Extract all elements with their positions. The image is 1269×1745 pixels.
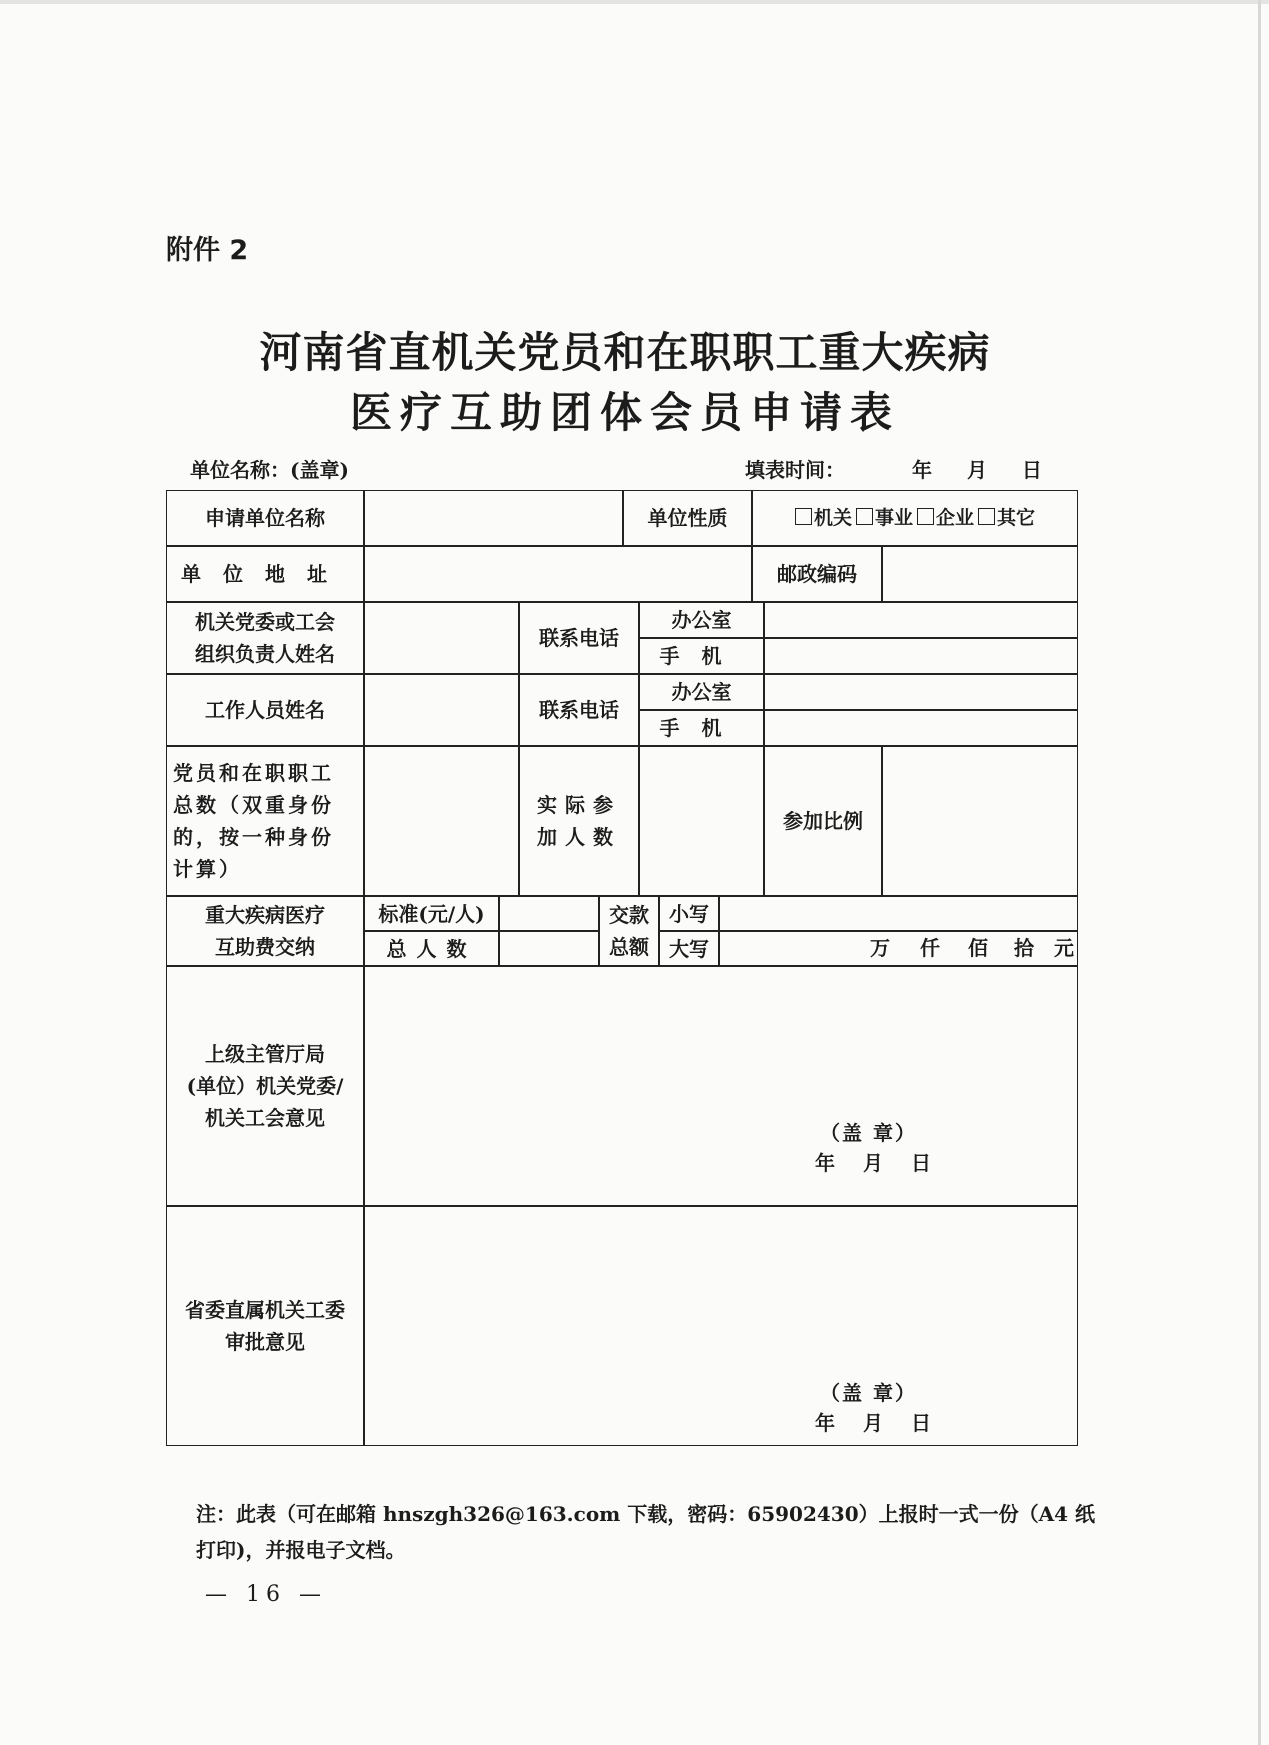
fill-time-label xyxy=(745,454,1042,483)
footnote: 注：此表（可在邮箱 hnszgh326@163.com 下载，密码：65902430）上报时一式一份（A4 纸打印)，并报电子文档。 xyxy=(196,1502,1096,1562)
fill-month: 月 xyxy=(966,458,987,482)
leader-mobile-field[interactable] xyxy=(764,638,1078,674)
application-form xyxy=(166,490,1078,1506)
total-members-label: 党员和在职职工 总数（双重身份 的，按一种身份 计算） xyxy=(166,746,364,896)
staff-phone-label: 联系电话 xyxy=(519,674,639,746)
nature-option-other[interactable]: 其它 xyxy=(978,502,1035,534)
unit-wan: 万 xyxy=(870,936,890,960)
uppercase-label: 大写 xyxy=(659,931,719,966)
page-number: — 16 — xyxy=(205,1582,327,1607)
actual-participants-field[interactable] xyxy=(639,746,764,896)
unit-shi: 拾 xyxy=(1014,936,1034,960)
unit-address-field[interactable] xyxy=(364,546,752,602)
postcode-field[interactable] xyxy=(882,546,1078,602)
superior-seal: （盖 章） xyxy=(820,1121,917,1145)
approval-seal: （盖 章） xyxy=(820,1381,917,1405)
unit-bai: 佰 xyxy=(968,936,988,960)
unit-qian: 仟 xyxy=(920,936,940,960)
unit-nature-label: 单位性质 xyxy=(623,490,752,546)
fill-year: 年 xyxy=(911,458,932,482)
unit-address-label: 单位地址 xyxy=(166,546,364,602)
fill-time-text: 填表时间： xyxy=(745,458,845,482)
leader-office-field[interactable] xyxy=(764,602,1078,638)
staff-name-label: 工作人员姓名 xyxy=(166,674,364,746)
unit-yuan: 元 xyxy=(1054,936,1074,960)
superior-opinion-field[interactable] xyxy=(364,966,1078,1206)
nature-option-gov[interactable]: 机关 xyxy=(795,502,852,534)
staff-office-label: 办公室 xyxy=(639,674,764,710)
total-members-field[interactable] xyxy=(364,746,519,896)
party-leader-field[interactable] xyxy=(364,602,519,674)
staff-name-field[interactable] xyxy=(364,674,519,746)
staff-mobile-field[interactable] xyxy=(764,710,1078,746)
payment-total-label: 交款 总额 xyxy=(599,896,659,966)
total-people-field[interactable] xyxy=(499,931,599,966)
form-title-line2: 医疗互助团体会员申请表 xyxy=(349,388,900,437)
applicant-unit-label: 申请单位名称 xyxy=(166,490,364,546)
scan-top-edge xyxy=(0,0,1269,4)
staff-mobile-label: 手机 xyxy=(639,710,764,746)
party-leader-label: 机关党委或工会 组织负责人姓名 xyxy=(166,602,364,674)
scan-right-edge xyxy=(1258,0,1261,1745)
approval-opinion-label: 省委直属机关工委 审批意见 xyxy=(166,1206,364,1446)
form-title-line1: 河南省直机关党员和在职职工重大疾病 xyxy=(259,328,991,377)
superior-opinion-label: 上级主管厅局 (单位）机关党委/ 机关工会意见 xyxy=(166,966,364,1206)
superior-date: 年月日 xyxy=(815,1151,959,1175)
actual-participants-label: 实际参 加人数 xyxy=(519,746,639,896)
applicant-unit-field[interactable] xyxy=(364,490,623,546)
nature-option-enterprise[interactable]: 企业 xyxy=(917,502,974,534)
fee-payment-label: 重大疾病医疗 互助费交纳 xyxy=(166,896,364,966)
participation-ratio-field[interactable] xyxy=(882,746,1078,896)
approval-date: 年月日 xyxy=(815,1411,959,1435)
participation-ratio-label: 参加比例 xyxy=(764,746,882,896)
attachment-label: 附件 2 xyxy=(166,235,249,266)
standard-field[interactable] xyxy=(499,896,599,931)
staff-office-field[interactable] xyxy=(764,674,1078,710)
postcode-label: 邮政编码 xyxy=(752,546,882,602)
leader-mobile-label: 手机 xyxy=(639,638,764,674)
nature-option-public[interactable]: 事业 xyxy=(856,502,913,534)
lowercase-amount-field[interactable] xyxy=(719,896,1078,931)
total-people-label: 总人数 xyxy=(364,931,499,966)
uppercase-amount-field[interactable] xyxy=(719,931,1078,966)
standard-label: 标准(元/人) xyxy=(364,896,499,931)
fill-day: 日 xyxy=(1021,458,1042,482)
unit-name-label: 单位名称：(盖章) xyxy=(190,458,349,482)
approval-opinion-field[interactable] xyxy=(364,1206,1078,1446)
leader-phone-label: 联系电话 xyxy=(519,602,639,674)
unit-nature-options xyxy=(752,490,1078,546)
leader-office-label: 办公室 xyxy=(639,602,764,638)
lowercase-label: 小写 xyxy=(659,896,719,931)
